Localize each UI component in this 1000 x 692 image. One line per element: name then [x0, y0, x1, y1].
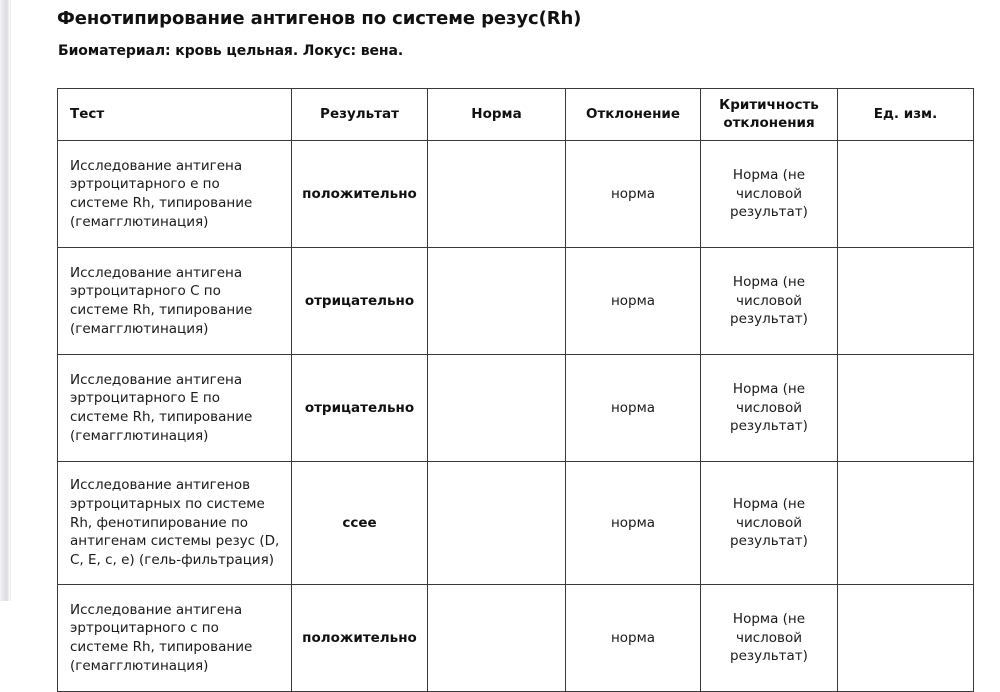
- cell-test-name: Исследование антигена эртроцитарного с по системе Rh, типирование (гемагглютинация): [58, 585, 292, 692]
- cell-deviation: норма: [566, 141, 701, 248]
- table-row: [58, 355, 974, 462]
- cell-result: отрицательно: [292, 355, 428, 462]
- column-header-criticality-line2: отклонения: [723, 114, 815, 131]
- test-results-table: [57, 88, 974, 692]
- cell-unit: [838, 141, 974, 248]
- table-row: [58, 462, 974, 585]
- cell-criticality: Норма (не числовой результат): [701, 355, 838, 462]
- table-body: [58, 141, 974, 692]
- column-header-norm: Норма: [428, 89, 566, 141]
- biomaterial-subtitle: Биоматериал: кровь цельная. Локус: вена.: [58, 43, 404, 59]
- cell-unit: [838, 355, 974, 462]
- cell-criticality: Норма (не числовой результат): [701, 585, 838, 692]
- cell-deviation: норма: [566, 355, 701, 462]
- cell-criticality: Норма (не числовой результат): [701, 462, 838, 585]
- cell-test-name: Исследование антигенов эртроцитарных по системе Rh, фенотипирование по антигенам системы резус (D, C, E, c, e) (гель-фильтрация): [58, 462, 292, 585]
- column-header-test: Тест: [58, 89, 292, 141]
- cell-unit: [838, 462, 974, 585]
- cell-result: отрицательно: [292, 248, 428, 355]
- cell-test-name: Исследование антигена эртроцитарного E по системе Rh, типирование (гемагглютинация): [58, 355, 292, 462]
- cell-deviation: норма: [566, 462, 701, 585]
- column-header-criticality-line1: Критичность: [719, 97, 819, 114]
- column-header-deviation: Отклонение: [566, 89, 701, 141]
- cell-test-name: Исследование антигена эртроцитарного C по системе Rh, типирование (гемагглютинация): [58, 248, 292, 355]
- table-row: [58, 248, 974, 355]
- page-title: Фенотипирование антигенов по системе резус(Rh): [57, 8, 582, 29]
- table-header-row: [58, 89, 974, 141]
- cell-criticality: Норма (не числовой результат): [701, 141, 838, 248]
- column-header-unit: Ед. изм.: [838, 89, 974, 141]
- cell-test-name: Исследование антигена эртроцитарного е по системе Rh, типирование (гемагглютинация): [58, 141, 292, 248]
- cell-deviation: норма: [566, 585, 701, 692]
- cell-result: положительно: [292, 585, 428, 692]
- table-header: [58, 89, 974, 141]
- cell-norm: [428, 355, 566, 462]
- cell-norm: [428, 248, 566, 355]
- column-header-result: Результат: [292, 89, 428, 141]
- cell-result: ccee: [292, 462, 428, 585]
- column-header-criticality: [701, 89, 838, 141]
- cell-criticality: Норма (не числовой результат): [701, 248, 838, 355]
- cell-unit: [838, 248, 974, 355]
- cell-norm: [428, 141, 566, 248]
- cell-result: положительно: [292, 141, 428, 248]
- table-row: [58, 141, 974, 248]
- cell-deviation: норма: [566, 248, 701, 355]
- cell-norm: [428, 462, 566, 585]
